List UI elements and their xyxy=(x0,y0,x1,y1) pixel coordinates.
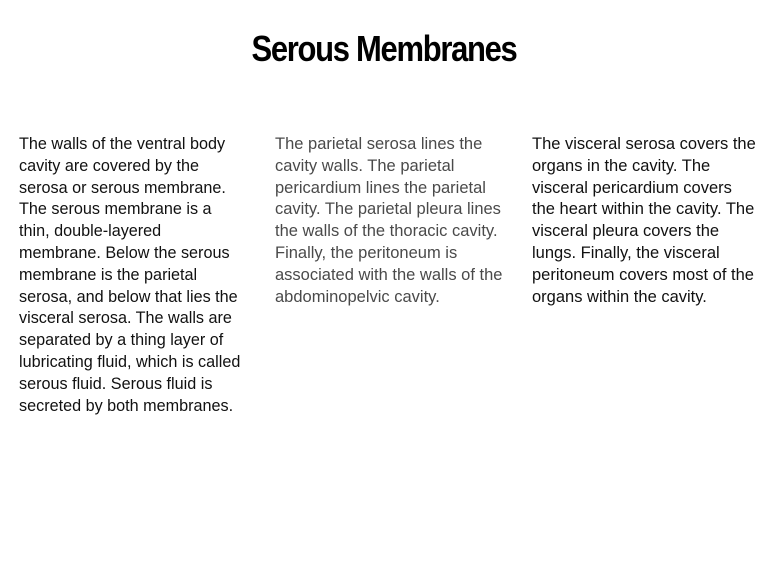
slide-title: Serous Membranes xyxy=(251,28,517,69)
text-column-visceral-serosa: The visceral serosa covers the organs in the cavity. The visceral pericardium covers the heart within the cavity. The visceral pleura covers the lungs. Finally, the visceral peritoneum covers most of the organs within the cavity. xyxy=(532,135,756,306)
text-column-parietal-serosa: The parietal serosa lines the cavity walls. The parietal pericardium lines the parietal cavity. The parietal pleura lines the walls of the thoracic cavity. Finally, the peritoneum is associated with the walls of the abdominopelvic cavity. xyxy=(275,135,503,306)
text-column-ventral-body-cavity: The walls of the ventral body cavity are covered by the serosa or serous membrane. The serous membrane is a thin, double-layered membrane. Below the serous membrane is the parietal serosa, and below that lies the visceral serosa. The walls are separated by a thing layer of lubricating fluid, which is called serous fluid. Serous fluid is secreted by both membranes. xyxy=(19,135,241,415)
